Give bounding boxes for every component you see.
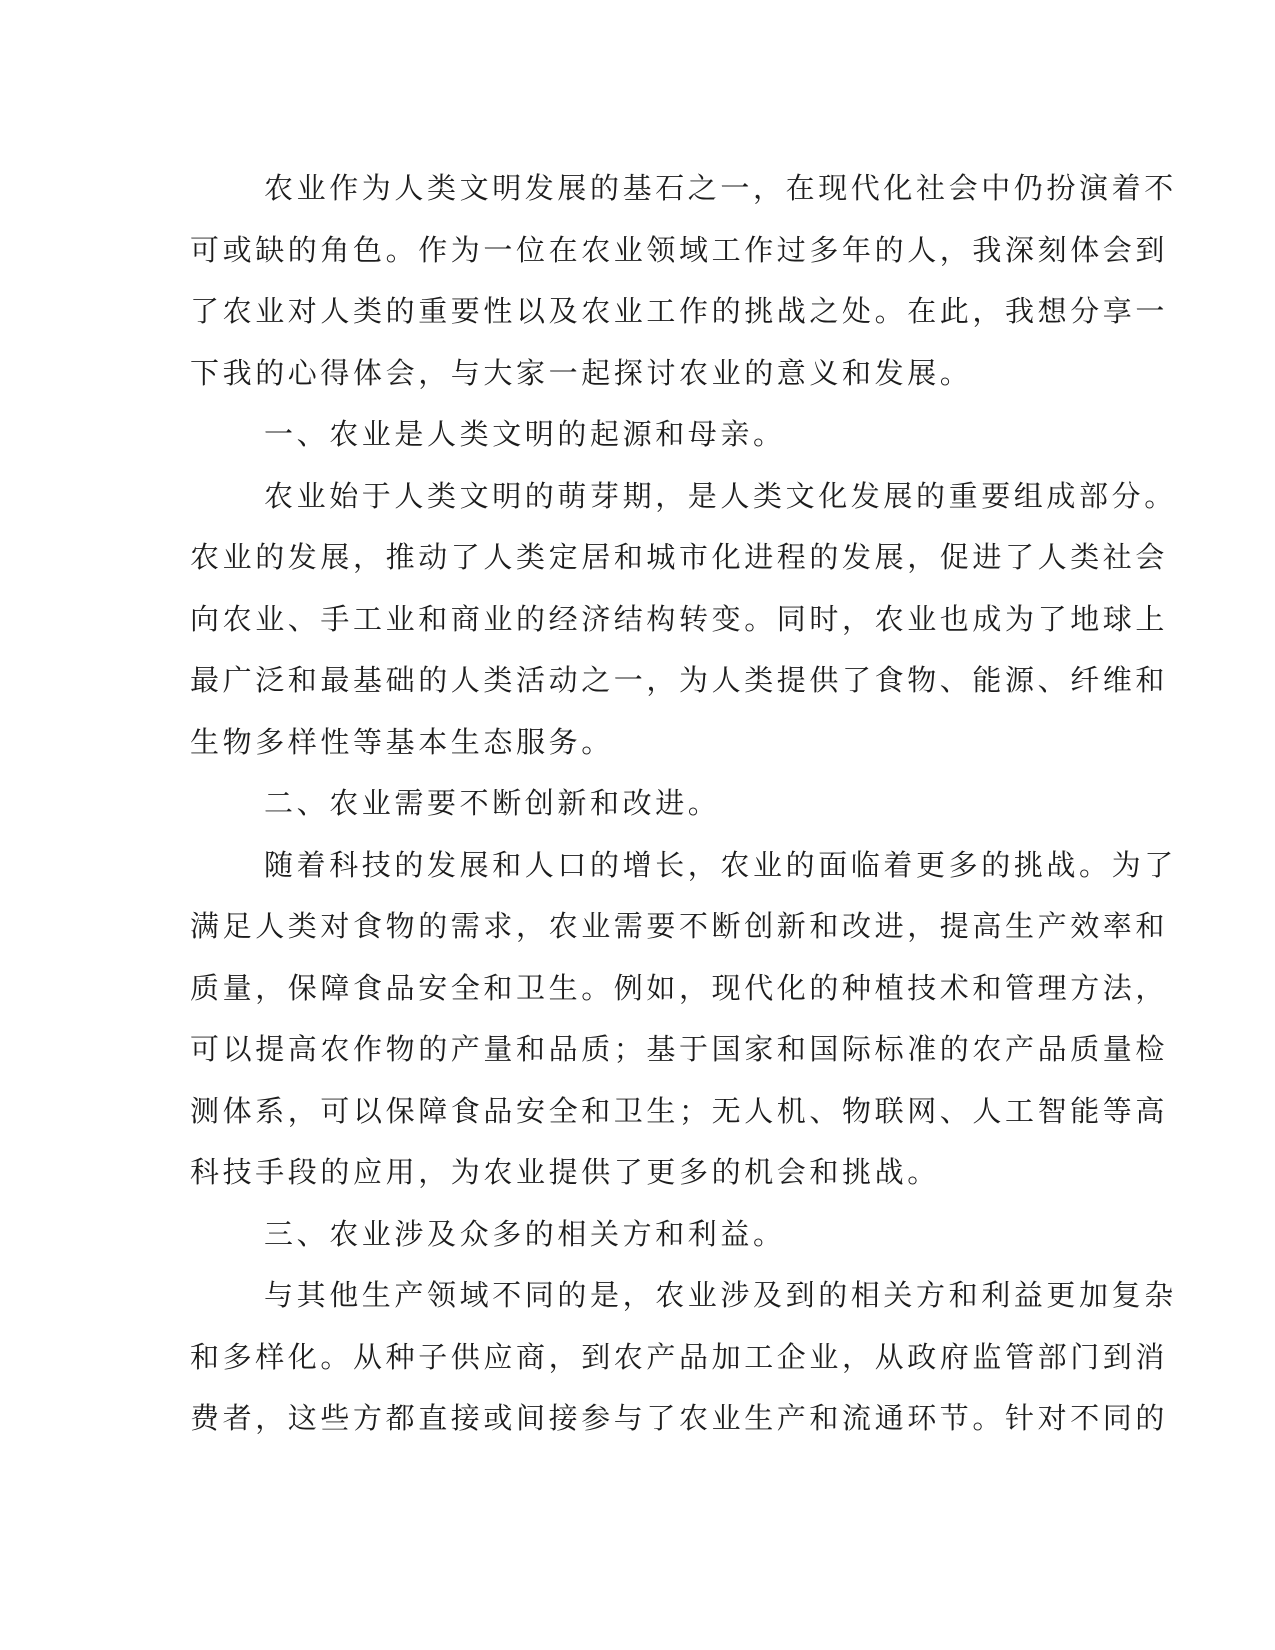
text-line: 向农业、手工业和商业的经济结构转变。同时，农业也成为了地球上 bbox=[190, 601, 1169, 636]
text-line: 农业作为人类文明发展的基石之一，在现代化社会中仍扮演着不 bbox=[264, 171, 1177, 205]
text-line: 科技手段的应用，为农业提供了更多的机会和挑战。 bbox=[190, 1155, 940, 1189]
section-heading-3 bbox=[190, 1204, 1090, 1266]
text-line: 随着科技的发展和人口的增长，农业的面临着更多的挑战。为了 bbox=[264, 847, 1177, 882]
section-1-paragraph bbox=[190, 466, 1177, 774]
text-line: 下我的心得体会，与大家一起探讨农业的意义和发展。 bbox=[190, 355, 973, 390]
text-line: 了农业对人类的重要性以及农业工作的挑战之处。在此，我想分享一 bbox=[190, 294, 1169, 328]
document-body bbox=[190, 158, 1177, 1450]
text-line: 农业的发展，推动了人类定居和城市化进程的发展，促进了人类社会 bbox=[190, 540, 1169, 574]
text-line: 农业始于人类文明的萌芽期，是人类文化发展的重要组成部分。 bbox=[264, 478, 1177, 513]
text-line: 可以提高农作物的产量和品质；基于国家和国际标准的农产品质量检 bbox=[190, 1032, 1169, 1066]
heading-line: 三、农业涉及众多的相关方和利益。 bbox=[264, 1216, 786, 1251]
text-line: 满足人类对食物的需求，农业需要不断创新和改进，提高生产效率和 bbox=[190, 909, 1169, 943]
text-line: 生物多样性等基本生态服务。 bbox=[190, 724, 614, 759]
section-2-paragraph bbox=[190, 835, 1177, 1204]
section-heading-2 bbox=[190, 773, 1090, 835]
text-line: 最广泛和最基础的人类活动之一，为人类提供了食物、能源、纤维和 bbox=[190, 663, 1169, 697]
heading-line: 二、农业需要不断创新和改进。 bbox=[264, 786, 721, 820]
section-heading-1 bbox=[190, 404, 1090, 466]
heading-line: 一、农业是人类文明的起源和母亲。 bbox=[264, 417, 786, 451]
section-3-paragraph bbox=[190, 1265, 1177, 1450]
text-line: 测体系，可以保障食品安全和卫生；无人机、物联网、人工智能等高 bbox=[190, 1093, 1169, 1128]
text-line: 质量，保障食品安全和卫生。例如，现代化的种植技术和管理方法， bbox=[190, 970, 1169, 1005]
text-line: 与其他生产领域不同的是，农业涉及到的相关方和利益更加复杂 bbox=[264, 1278, 1177, 1312]
intro-paragraph bbox=[190, 158, 1177, 404]
text-line: 费者，这些方都直接或间接参与了农业生产和流通环节。针对不同的 bbox=[190, 1401, 1169, 1435]
text-line: 和多样化。从种子供应商，到农产品加工企业，从政府监管部门到消 bbox=[190, 1339, 1169, 1374]
text-line: 可或缺的角色。作为一位在农业领域工作过多年的人，我深刻体会到 bbox=[190, 232, 1169, 267]
